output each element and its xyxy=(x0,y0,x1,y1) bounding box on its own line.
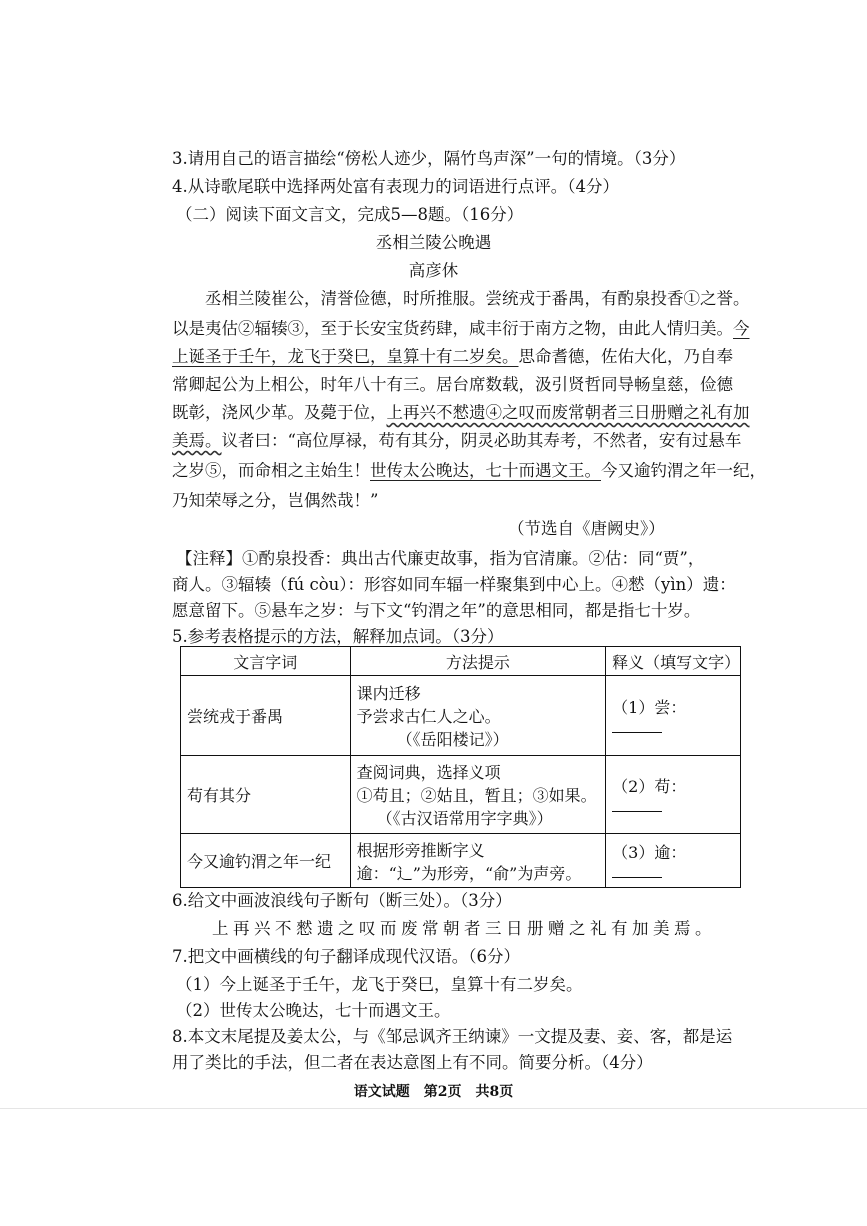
table-row xyxy=(181,834,741,888)
table-cell-hint: 根据形旁推断字义 逾：“辶”为形旁，“俞”为声旁。 xyxy=(350,834,606,888)
passage-line-1: 丞相兰陵崔公，清誉俭德，时所推服。尝统戎于番禺，有酌泉投香①之誉。 xyxy=(205,289,750,308)
table-cell-hint: 课内迁移 予尝求古仁人之心。 （《岳阳楼记》） xyxy=(350,676,606,756)
table-header: 文言字词 xyxy=(181,647,351,676)
question-7: 7.把文中画横线的句子翻译成现代汉语。（6分） xyxy=(172,947,520,966)
passage-title: 丞相兰陵公晚遇 xyxy=(375,233,492,252)
question-7-item-2: （2）世传太公晚达，七十而遇文王。 xyxy=(176,1001,451,1020)
question-8-line-2: 用了类比的手法，但二者在表达意图上有不同。简要分析。（4分） xyxy=(172,1053,653,1072)
notes-line-3: 愿意留下。⑤悬车之岁：与下文“钓渭之年”的意思相同，都是指七十岁。 xyxy=(172,601,701,620)
translation-underline: 上诞圣于壬午，龙飞于癸巳，皇算十有二岁矣。 xyxy=(172,347,519,366)
question-6: 6.给文中画波浪线句子断句（断三处）。（3分） xyxy=(172,891,512,910)
passage-line-5: 既彰，浇风少革。及薨于位，上再兴不憖遗④之叹而废常朝者三日册赠之礼有加 xyxy=(172,403,750,422)
table-cell-hint: 查阅词典，选择义项 ①苟且；②姑且，暂且；③如果。 （《古汉语常用字字典》） xyxy=(350,756,606,834)
question-4: 4.从诗歌尾联中选择两处富有表现力的词语进行点评。（4分） xyxy=(172,177,619,196)
table-cell-word: 苟有其分 xyxy=(181,756,351,834)
method-table xyxy=(180,646,741,888)
table-cell-answer: （3）逾： xyxy=(606,834,741,888)
table-header: 方法提示 xyxy=(350,647,606,676)
table-cell-answer: （2）苟： xyxy=(606,756,741,834)
answer-blank[interactable] xyxy=(612,797,662,812)
section-heading: （二）阅读下面文言文，完成5—8题。（16分） xyxy=(176,205,524,224)
passage-line-6: 美焉。议者曰：“高位厚禄，苟有其分，阴灵必助其寿考，不然者，安有过悬车 xyxy=(172,431,742,450)
passage-source: （节选自《唐阙史》） xyxy=(508,519,665,538)
passage-author: 高彦休 xyxy=(408,261,459,280)
table-cell-word: 今又逾钓渭之年一纪 xyxy=(181,834,351,888)
wavy-underline-sentence: 上再兴不憖遗④之叹而废常朝者三日册赠之礼有加 xyxy=(386,403,750,422)
question-7-item-1: （1）今上诞圣于壬午，龙飞于癸巳，皇算十有二岁矣。 xyxy=(176,975,583,994)
question-8-line-1: 8.本文末尾提及姜太公，与《邹忌讽齐王纳谏》一文提及妻、妾、客，都是运 xyxy=(172,1027,733,1046)
table-cell-answer: （1）尝： xyxy=(606,676,741,756)
notes-line-1: 【注释】①酌泉投香：典出古代廉吏故事，指为官清廉。②估：同“贾”， xyxy=(176,549,705,568)
passage-line-3: 上诞圣于壬午，龙飞于癸巳，皇算十有二岁矣。思命耆德，佐佑大化，乃自奉 xyxy=(172,347,733,366)
page-footer: 语文试题 第2页 共8页 xyxy=(353,1084,514,1100)
table-cell-word: 尝统戎于番禺 xyxy=(181,676,351,756)
table-row xyxy=(181,756,741,834)
table-header: 释义（填写文字） xyxy=(606,647,741,676)
translation-underline: 世传太公晚达，七十而遇文王。 xyxy=(370,461,601,480)
question-3: 3.请用自己的语言描绘“傍松人迹少，隔竹鸟声深”一句的情境。（3分） xyxy=(172,149,686,168)
table-row xyxy=(181,676,741,756)
question-6-sentence: 上再兴不憖遗之叹而废常朝者三日册赠之礼有加美焉。 xyxy=(212,919,716,938)
passage-line-7: 之岁⑤，而命相之主始生！世传太公晚达，七十而遇文王。今又逾钓渭之年一纪， xyxy=(172,461,766,480)
answer-blank[interactable] xyxy=(612,863,662,878)
answer-blank[interactable] xyxy=(612,718,662,733)
translation-underline: 今 xyxy=(733,319,750,338)
table-header-row xyxy=(181,647,741,676)
wavy-underline-sentence: 美焉。 xyxy=(172,431,222,450)
passage-line-8: 乃知荣辱之分，岂偶然哉！” xyxy=(172,491,379,510)
notes-line-2: 商人。③辐辏（fú còu）：形容如同车辐一样聚集到中心上。④憖（yìn）遗： xyxy=(172,575,736,594)
passage-line-4: 常卿起公为上相公，时年八十有三。居台席数载，汲引贤哲同导畅皇慈，俭德 xyxy=(172,375,733,394)
passage-line-2: 以是夷估②辐辏③，至于长安宝货药肆，咸丰衍于南方之物，由此人情归美。今 xyxy=(172,319,750,338)
divider xyxy=(0,1108,867,1109)
question-5: 5.参考表格提示的方法，解释加点词。（3分） xyxy=(172,627,504,646)
